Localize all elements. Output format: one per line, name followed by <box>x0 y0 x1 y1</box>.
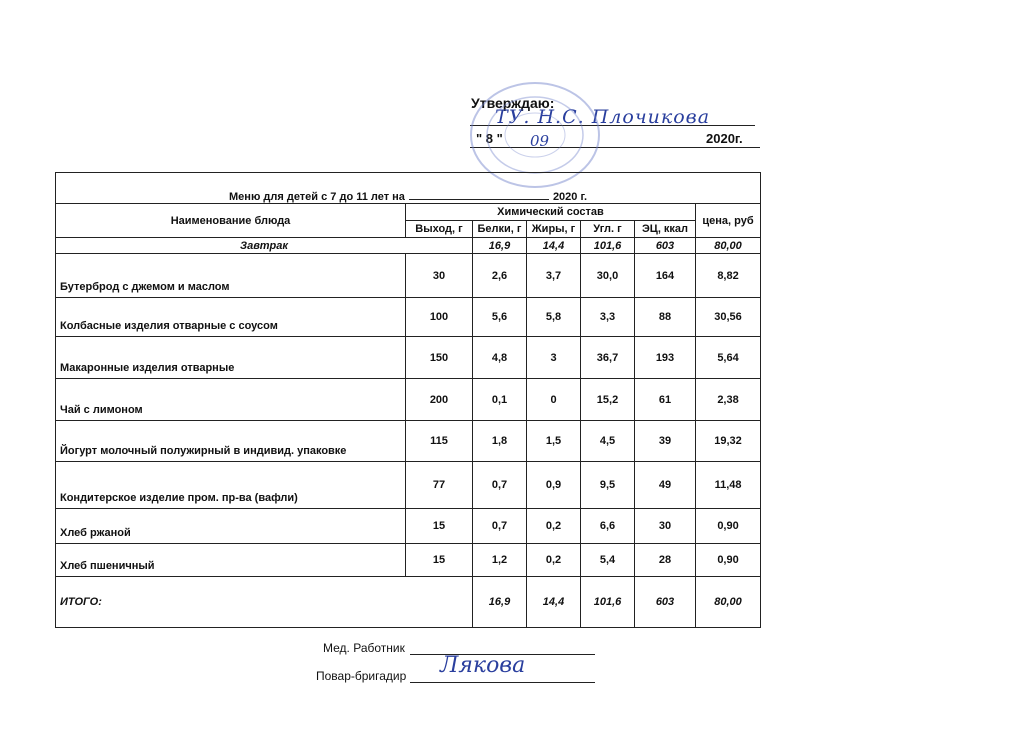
dish-name: Йогурт молочный полужирный в индивид. упаковке <box>56 421 406 462</box>
menu-title-prefix: Меню для детей с 7 до 11 лет на <box>229 191 405 203</box>
dish-energy: 193 <box>635 337 696 379</box>
dish-price: 11,48 <box>696 462 761 509</box>
approval-date-quote: " 8 " <box>476 131 503 146</box>
dish-carbs: 4,5 <box>581 421 635 462</box>
header-fats: Жиры, г <box>527 221 581 238</box>
dish-fats: 3,7 <box>527 254 581 298</box>
table-row <box>56 421 761 462</box>
dish-carbs: 36,7 <box>581 337 635 379</box>
dish-yield: 77 <box>406 462 473 509</box>
header-chem-composition: Химический состав <box>406 204 696 221</box>
header-energy: ЭЦ, ккал <box>635 221 696 238</box>
approval-title: Утверждаю: <box>471 95 555 111</box>
dish-fats: 3 <box>527 337 581 379</box>
total-fats: 14,4 <box>527 577 581 628</box>
dish-proteins: 1,2 <box>473 544 527 577</box>
table-row <box>56 509 761 544</box>
dish-yield: 30 <box>406 254 473 298</box>
dish-fats: 1,5 <box>527 421 581 462</box>
dish-proteins: 0,1 <box>473 379 527 421</box>
dish-proteins: 0,7 <box>473 462 527 509</box>
header-price: цена, руб <box>696 204 761 238</box>
director-signature: ТУ. Н.С. Плочикова <box>495 106 711 128</box>
menu-table <box>55 172 761 628</box>
dish-yield: 200 <box>406 379 473 421</box>
menu-date-blank <box>409 199 549 200</box>
section-name: Завтрак <box>56 238 473 254</box>
dish-price: 5,64 <box>696 337 761 379</box>
dish-yield: 115 <box>406 421 473 462</box>
dish-name: Хлеб пшеничный <box>56 544 406 577</box>
dish-energy: 49 <box>635 462 696 509</box>
section-carbs: 101,6 <box>581 238 635 254</box>
dish-carbs: 3,3 <box>581 298 635 337</box>
dish-name: Бутерброд с джемом и маслом <box>56 254 406 298</box>
dish-proteins: 2,6 <box>473 254 527 298</box>
dish-name: Кондитерское изделие пром. пр-ва (вафли) <box>56 462 406 509</box>
menu-title-suffix: 2020 г. <box>552 191 588 203</box>
dish-price: 0,90 <box>696 544 761 577</box>
dish-carbs: 30,0 <box>581 254 635 298</box>
dish-energy: 61 <box>635 379 696 421</box>
dish-price: 30,56 <box>696 298 761 337</box>
dish-yield: 150 <box>406 337 473 379</box>
dish-name: Чай с лимоном <box>56 379 406 421</box>
total-price: 80,00 <box>696 577 761 628</box>
dish-proteins: 1,8 <box>473 421 527 462</box>
section-price: 80,00 <box>696 238 761 254</box>
dish-carbs: 9,5 <box>581 462 635 509</box>
dish-energy: 30 <box>635 509 696 544</box>
dish-name: Хлеб ржаной <box>56 509 406 544</box>
header-yield: Выход, г <box>406 221 473 238</box>
total-energy: 603 <box>635 577 696 628</box>
section-row-breakfast <box>56 238 761 254</box>
section-fats: 14,4 <box>527 238 581 254</box>
header-dish-name: Наименование блюда <box>56 204 406 238</box>
dish-price: 2,38 <box>696 379 761 421</box>
dish-carbs: 5,4 <box>581 544 635 577</box>
dish-yield: 15 <box>406 544 473 577</box>
approval-signature-line <box>470 125 755 126</box>
total-proteins: 16,9 <box>473 577 527 628</box>
dish-energy: 39 <box>635 421 696 462</box>
dish-price: 19,32 <box>696 421 761 462</box>
dish-carbs: 6,6 <box>581 509 635 544</box>
approval-month: 09 <box>530 132 550 150</box>
section-energy: 603 <box>635 238 696 254</box>
dish-name: Колбасные изделия отварные с соусом <box>56 298 406 337</box>
dish-proteins: 5,6 <box>473 298 527 337</box>
dish-energy: 164 <box>635 254 696 298</box>
cook-label: Повар-бригадир <box>316 669 407 683</box>
dish-price: 0,90 <box>696 509 761 544</box>
dish-energy: 28 <box>635 544 696 577</box>
dish-proteins: 4,8 <box>473 337 527 379</box>
section-proteins: 16,9 <box>473 238 527 254</box>
dish-yield: 100 <box>406 298 473 337</box>
dish-proteins: 0,7 <box>473 509 527 544</box>
dish-name: Макаронные изделия отварные <box>56 337 406 379</box>
dish-price: 8,82 <box>696 254 761 298</box>
table-row <box>56 462 761 509</box>
total-row <box>56 577 761 628</box>
table-row <box>56 337 761 379</box>
menu-title <box>56 173 761 204</box>
table-row <box>56 544 761 577</box>
total-carbs: 101,6 <box>581 577 635 628</box>
dish-fats: 0,2 <box>527 544 581 577</box>
table-row <box>56 254 761 298</box>
header-proteins: Белки, г <box>473 221 527 238</box>
table-row <box>56 379 761 421</box>
total-label: ИТОГО: <box>56 577 473 628</box>
med-worker-label: Мед. Работник <box>323 641 405 655</box>
approval-date-line <box>470 147 760 148</box>
dish-carbs: 15,2 <box>581 379 635 421</box>
table-row <box>56 298 761 337</box>
dish-fats: 0,2 <box>527 509 581 544</box>
dish-fats: 5,8 <box>527 298 581 337</box>
dish-energy: 88 <box>635 298 696 337</box>
dish-fats: 0,9 <box>527 462 581 509</box>
dish-yield: 15 <box>406 509 473 544</box>
dish-fats: 0 <box>527 379 581 421</box>
header-carbs: Угл. г <box>581 221 635 238</box>
approval-year: 2020г. <box>706 131 743 146</box>
cook-signature: Лякова <box>440 653 526 678</box>
cook-line <box>410 682 595 683</box>
